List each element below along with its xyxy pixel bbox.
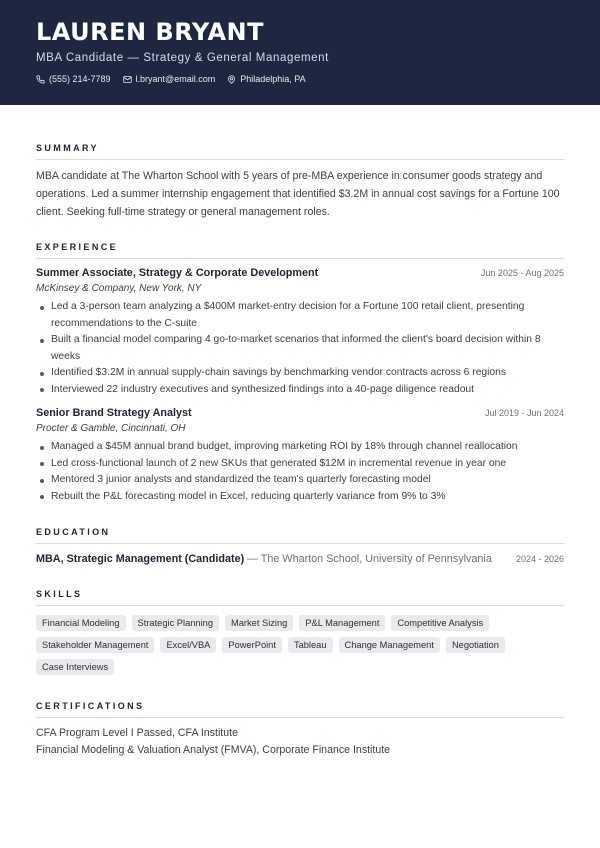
certification-list bbox=[36, 725, 564, 759]
contact-phone[interactable] bbox=[36, 74, 111, 84]
bullet-item: Led a 3-person team analyzing a $400M market-entry decision for a Fortune 100 retail client, presenting recommendations to the C-suite bbox=[36, 299, 564, 332]
section-heading: EDUCATION bbox=[36, 527, 564, 544]
skill-chip: P&L Management bbox=[299, 615, 385, 631]
skill-chip: Case Interviews bbox=[36, 659, 114, 675]
skill-chip: Change Management bbox=[339, 637, 440, 653]
job-bullets bbox=[36, 299, 564, 398]
contact-email-text: l.bryant@email.com bbox=[135, 74, 216, 84]
education-section bbox=[36, 527, 564, 565]
job-title: Senior Brand Strategy Analyst bbox=[36, 407, 192, 419]
education-entry bbox=[36, 553, 492, 565]
job-date: Jul 2019 - Jun 2024 bbox=[484, 408, 564, 418]
skill-chip: Excel/VBA bbox=[160, 637, 216, 653]
bullet-item: Led cross-functional launch of 2 new SKUs that generated $12M in incremental revenue in year one bbox=[36, 456, 564, 473]
phone-icon bbox=[36, 75, 45, 84]
bullet-item: Built a financial model comparing 4 go-to-market scenarios that informed the client's board decision within 8 weeks bbox=[36, 332, 564, 365]
map-pin-icon bbox=[227, 75, 236, 84]
education-school: The Wharton School, University of Pennsylvania bbox=[260, 553, 492, 565]
job-entry bbox=[36, 267, 564, 398]
skill-chip: Negotiation bbox=[446, 637, 505, 653]
skill-chip: PowerPoint bbox=[222, 637, 282, 653]
certification-item: CFA Program Level I Passed, CFA Institute bbox=[36, 727, 238, 739]
education-date: 2024 - 2026 bbox=[515, 554, 564, 564]
bullet-item: Rebuilt the P&L forecasting model in Excel, reducing quarterly variance from 9% to 3% bbox=[36, 489, 564, 506]
bullet-item: Managed a $45M annual brand budget, improving marketing ROI by 18% through channel reallocation bbox=[36, 439, 564, 456]
skill-chips bbox=[36, 615, 506, 675]
skill-chip: Stakeholder Management bbox=[36, 637, 154, 653]
skill-chip: Tableau bbox=[288, 637, 333, 653]
summary-section bbox=[36, 143, 564, 221]
bullet-item: Mentored 3 junior analysts and standardized the team's quarterly forecasting model bbox=[36, 472, 564, 489]
mail-icon bbox=[123, 75, 132, 84]
candidate-name: LAUREN BRYANT bbox=[36, 18, 265, 46]
experience-section bbox=[36, 242, 564, 505]
job-title: Summer Associate, Strategy & Corporate Development bbox=[36, 267, 319, 279]
contact-email[interactable] bbox=[123, 74, 216, 84]
contact-location-text: Philadelphia, PA bbox=[240, 74, 306, 84]
summary-text: MBA candidate at The Wharton School with 5 years of pre-MBA experience in consumer goods strategy and operations. Led a summer internship engagement that identified $3.2M in annual cost savings for a Fortune 100 client. Seeking full-time strategy or general management roles. bbox=[36, 170, 560, 218]
candidate-title: MBA Candidate — Strategy & General Management bbox=[36, 52, 329, 64]
contact-list bbox=[36, 74, 564, 84]
contact-phone-text: (555) 214-7789 bbox=[49, 74, 111, 84]
resume-body bbox=[0, 143, 600, 759]
bullet-item: Identified $3.2M in annual supply-chain savings by benchmarking vendor contracts across 6 regions bbox=[36, 365, 564, 382]
section-heading: SKILLS bbox=[36, 589, 564, 606]
section-heading: CERTIFICATIONS bbox=[36, 701, 564, 718]
education-degree: MBA, Strategic Management (Candidate) bbox=[36, 553, 245, 565]
job-company: McKinsey & Company, New York, NY bbox=[36, 283, 202, 294]
resume-header bbox=[0, 0, 600, 105]
job-company: Procter & Gamble, Cincinnati, OH bbox=[36, 423, 186, 434]
section-heading: EXPERIENCE bbox=[36, 242, 564, 259]
section-heading: SUMMARY bbox=[36, 143, 564, 160]
bullet-item: Interviewed 22 industry executives and synthesized findings into a 40-page diligence readout bbox=[36, 382, 564, 399]
certification-item: Financial Modeling & Valuation Analyst (FMVA), Corporate Finance Institute bbox=[36, 744, 391, 756]
job-bullets bbox=[36, 439, 564, 505]
job-date: Jun 2025 - Aug 2025 bbox=[480, 268, 564, 278]
skills-section bbox=[36, 589, 564, 675]
skill-chip: Financial Modeling bbox=[36, 615, 126, 631]
skill-chip: Market Sizing bbox=[225, 615, 293, 631]
skill-chip: Competitive Analysis bbox=[391, 615, 489, 631]
skill-chip: Strategic Planning bbox=[132, 615, 219, 631]
certifications-section bbox=[36, 701, 564, 759]
education-separator: — bbox=[244, 553, 261, 565]
job-entry bbox=[36, 407, 564, 505]
contact-location bbox=[227, 74, 305, 84]
